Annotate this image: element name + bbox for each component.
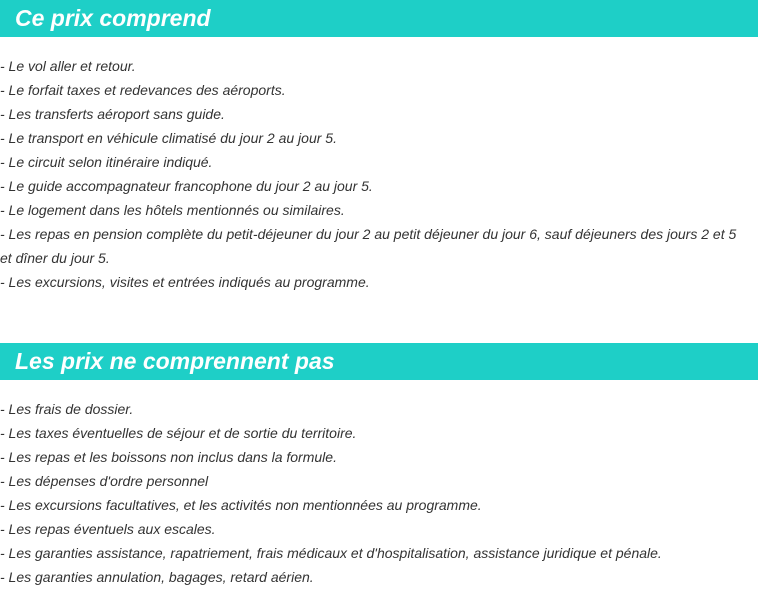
list-item: - Les repas en pension complète du petit-déjeuner du jour 2 au petit déjeuner du jour 6, sauf déjeuners des jours 2 et 5 et dîner du jour 5. <box>0 226 737 266</box>
list-item: - Le forfait taxes et redevances des aéroports. <box>0 82 286 98</box>
list-item: - Les frais de dossier. <box>0 401 134 417</box>
list-item: - Le logement dans les hôtels mentionnés ou similaires. <box>0 202 345 218</box>
list-item: - Les dépenses d'ordre personnel <box>0 473 209 489</box>
list-item: - Les excursions, visites et entrées indiqués au programme. <box>0 274 370 290</box>
list-item: - Le transport en véhicule climatisé du jour 2 au jour 5. <box>0 130 337 146</box>
list-item: - Le circuit selon itinéraire indiqué. <box>0 154 213 170</box>
list-item: - Les excursions facultatives, et les activités non mentionnées au programme. <box>0 497 482 513</box>
list-item: - Les garanties annulation, bagages, retard aérien. <box>0 569 314 585</box>
included-section <box>0 0 758 294</box>
included-header: Ce prix comprend <box>0 0 758 37</box>
list-item: - Le guide accompagnateur francophone du jour 2 au jour 5. <box>0 178 373 194</box>
list-item: - Les garanties assistance, rapatriement, frais médicaux et d'hospitalisation, assistance juridique et pénale. <box>0 545 662 561</box>
excluded-section <box>0 343 758 589</box>
list-item: - Les taxes éventuelles de séjour et de sortie du territoire. <box>0 425 357 441</box>
list-item: - Les repas éventuels aux escales. <box>0 521 216 537</box>
excluded-list <box>0 380 758 589</box>
list-item: - Le vol aller et retour. <box>0 58 136 74</box>
list-item: - Les repas et les boissons non inclus dans la formule. <box>0 449 337 465</box>
included-list <box>0 37 758 294</box>
list-item: - Les transferts aéroport sans guide. <box>0 106 225 122</box>
excluded-header: Les prix ne comprennent pas <box>0 343 758 380</box>
